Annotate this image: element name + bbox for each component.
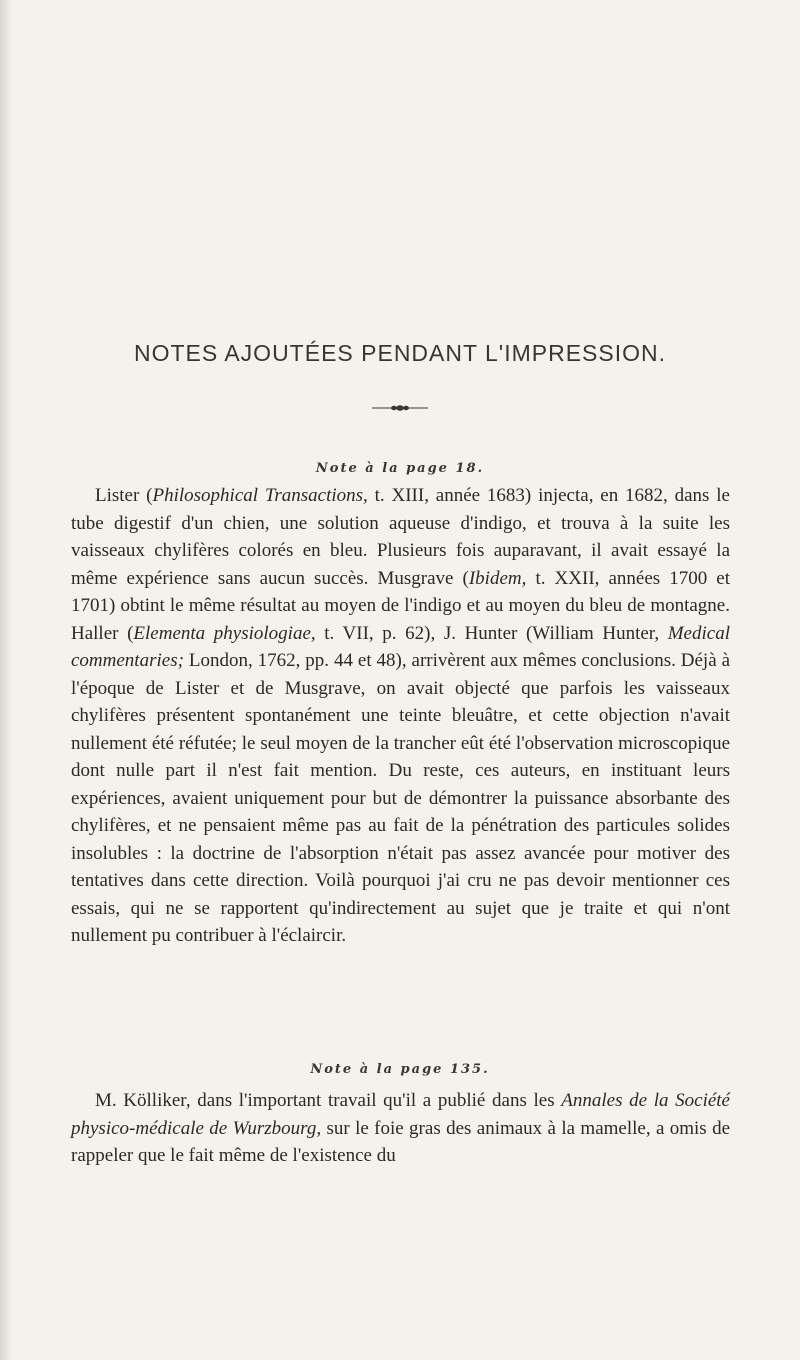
page-title: NOTES AJOUTÉES PENDANT L'IMPRESSION. <box>133 340 667 366</box>
note-heading: Note à la page 135. <box>310 1062 490 1077</box>
italic-citation: Philosophical Transactions, <box>152 485 368 506</box>
text-run: London, 1762, pp. 44 et 48), arrivèrent aux mêmes conclusions. Déjà à l'époque de Lister et de Musgrave, on avait objecté que parfois les vaisseaux chylifères présentent spontanément une teinte bleuâtre, et cette objection n'avait nullement été réfutée; le seul moyen de la trancher eût été l'observation microscopique dont nulle part il n'est fait mention. Du reste, ces auteurs, en instituant leurs expériences, avaient uniquement pour but de démontrer la puissance absorbante des chylifères, et ne pensaient même pas au fait de la pénétration des particules solides insolubles : la doctrine de l'absorption n'était pas assez avancée pour motiver des tentatives dans cette direction. Voilà pourquoi j'ai cru ne pas devoir mentionner ces essais, qui ne se rapportent qu'indirectement au sujet que je traite et qui n'ont nullement pu contribuer à l'éclaircir. <box>71 650 730 946</box>
text-run: t. XXII, années 1700 et 1701) obtint le même résultat au moyen de l'indigo et au moyen du bleu de montagne. Haller ( <box>71 567 731 644</box>
ornament-rule-icon <box>372 404 428 412</box>
note-paragraph <box>71 1087 730 1170</box>
italic-citation: Medical commentaries; <box>71 622 730 671</box>
text-run: sur le foie gras des animaux à la mamelle, a omis de rappeler que le fait même de l'existence du <box>71 1117 730 1166</box>
text-run: Lister ( <box>95 485 153 506</box>
italic-citation: Annales de la Société physico-médicale de Wurzbourg, <box>71 1090 730 1139</box>
text-run: t. XIII, année 1683) injecta, en 1682, dans le tube digestif d'un chien, une solution aqueuse d'indigo, et trouva à la suite les vaisseaux chylifères colorés en bleu. Plusieurs fois auparavant, il avait essayé la même expérience sans aucun succès. Musgrave ( <box>71 485 730 589</box>
italic-citation: Elementa physiologiae, <box>133 622 316 644</box>
italic-citation: Ibidem, <box>468 567 527 589</box>
note-heading: Note à la page 18. <box>315 461 485 476</box>
text-run: M. Kölliker, dans l'important travail qu'il a publié dans les <box>95 1090 562 1111</box>
text-run: t. VII, p. 62), J. Hunter (William Hunter, <box>315 622 668 644</box>
note-paragraph <box>71 482 730 950</box>
page-gutter-shadow <box>0 0 12 1360</box>
